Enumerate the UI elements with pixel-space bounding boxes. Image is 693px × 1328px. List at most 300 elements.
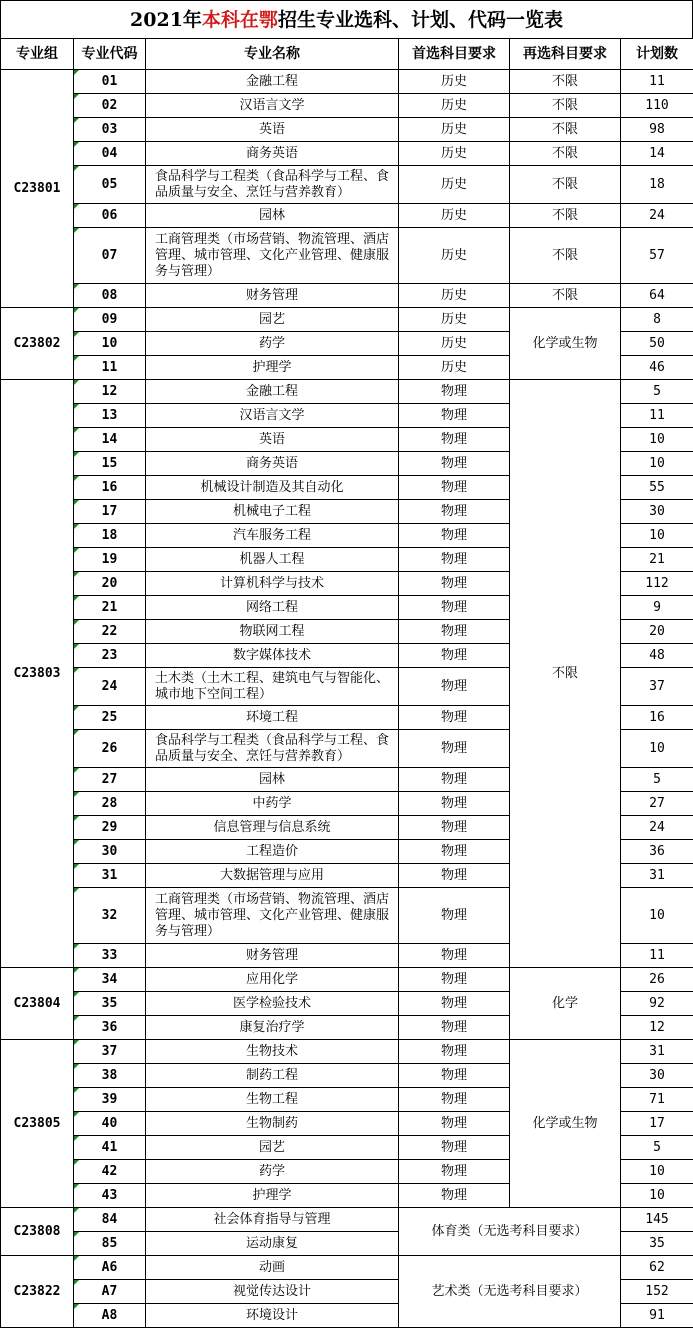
green-corner-marker-icon (74, 644, 79, 649)
major-name-cell (146, 1112, 399, 1136)
green-corner-marker-icon (74, 792, 79, 797)
major-name: 制药工程 (246, 1068, 298, 1083)
major-code-cell (74, 992, 146, 1016)
major-code-cell (74, 864, 146, 888)
plan-count-cell: 12 (621, 1016, 693, 1040)
first-subject-cell: 物理 (399, 476, 510, 500)
major-code-cell (74, 1256, 146, 1280)
plan-count-cell: 24 (621, 816, 693, 840)
group-code-cell: C23804 (1, 968, 74, 1040)
first-subject-cell: 历史 (399, 166, 510, 204)
first-subject-cell: 物理 (399, 768, 510, 792)
plan-count-cell: 18 (621, 166, 693, 204)
major-name-cell (146, 1280, 399, 1304)
reselect-subject-cell: 不限 (510, 142, 621, 166)
plan-count-cell: 14 (621, 142, 693, 166)
first-subject-cell: 物理 (399, 548, 510, 572)
major-name: 环境工程 (246, 710, 298, 725)
major-code-cell (74, 308, 146, 332)
major-code-cell (74, 1064, 146, 1088)
major-code: A7 (102, 1284, 118, 1299)
major-name: 园林 (259, 208, 285, 223)
major-code: 09 (102, 312, 118, 327)
major-name-cell (146, 1208, 399, 1232)
plan-count-cell: 48 (621, 644, 693, 668)
first-subject-cell: 物理 (399, 992, 510, 1016)
major-name-cell (146, 620, 399, 644)
major-code-cell (74, 1304, 146, 1328)
major-code: 20 (102, 576, 118, 591)
major-name: 工商管理类（市场营销、物流管理、酒店管理、城市管理、文化产业管理、健康服务与管理） (155, 892, 389, 940)
major-code: 31 (102, 868, 118, 883)
green-corner-marker-icon (74, 572, 79, 577)
major-code-cell (74, 1112, 146, 1136)
first-subject-cell: 历史 (399, 284, 510, 308)
major-name-cell (146, 1160, 399, 1184)
plan-count-cell: 10 (621, 452, 693, 476)
major-code: 37 (102, 1044, 118, 1059)
plan-count-cell: 71 (621, 1088, 693, 1112)
green-corner-marker-icon (74, 118, 79, 123)
plan-count-cell: 57 (621, 228, 693, 284)
major-code: 84 (102, 1212, 118, 1227)
reselect-subject-cell: 不限 (510, 284, 621, 308)
major-name-cell (146, 228, 399, 284)
plan-count-cell: 10 (621, 730, 693, 768)
plan-count-cell: 30 (621, 500, 693, 524)
major-name: 财务管理 (246, 948, 298, 963)
plan-count-cell: 20 (621, 620, 693, 644)
plan-count-cell: 11 (621, 70, 693, 94)
major-name: 英语 (259, 432, 285, 447)
major-code-cell (74, 620, 146, 644)
major-code-cell (74, 944, 146, 968)
major-code-cell (74, 1232, 146, 1256)
title-suffix: 招生专业选科、计划、代码一览表 (278, 9, 563, 31)
first-subject-cell: 历史 (399, 70, 510, 94)
major-name-cell (146, 1064, 399, 1088)
major-name-cell (146, 356, 399, 380)
first-subject-cell: 物理 (399, 644, 510, 668)
plan-count-cell: 10 (621, 524, 693, 548)
major-name-cell (146, 644, 399, 668)
major-name-cell (146, 572, 399, 596)
table-row (1, 380, 693, 404)
first-subject-cell: 物理 (399, 380, 510, 404)
green-corner-marker-icon (74, 1280, 79, 1285)
plan-count-cell: 31 (621, 864, 693, 888)
major-code-cell (74, 524, 146, 548)
major-code-cell (74, 730, 146, 768)
plan-count-cell: 36 (621, 840, 693, 864)
major-code-cell (74, 706, 146, 730)
first-subject-cell: 历史 (399, 204, 510, 228)
major-name-cell (146, 404, 399, 428)
plan-count-cell: 10 (621, 1184, 693, 1208)
major-code: 02 (102, 98, 118, 113)
major-name-cell (146, 142, 399, 166)
table-row (1, 228, 693, 284)
green-corner-marker-icon (74, 452, 79, 457)
major-name: 汉语言文学 (239, 408, 304, 423)
major-name: 网络工程 (246, 600, 298, 615)
green-corner-marker-icon (74, 596, 79, 601)
green-corner-marker-icon (74, 356, 79, 361)
reselect-subject-cell: 不限 (510, 228, 621, 284)
major-code-cell (74, 840, 146, 864)
green-corner-marker-icon (74, 668, 79, 673)
major-code-cell (74, 166, 146, 204)
green-corner-marker-icon (74, 1064, 79, 1069)
first-subject-cell: 物理 (399, 428, 510, 452)
plan-count-cell: 10 (621, 888, 693, 944)
major-name-cell (146, 768, 399, 792)
major-name: 大数据管理与应用 (220, 868, 324, 883)
major-name-cell (146, 332, 399, 356)
header-code: 专业代码 (74, 39, 146, 70)
major-name: 机械电子工程 (233, 504, 311, 519)
major-name: 汽车服务工程 (233, 528, 311, 543)
group-code-cell: C23808 (1, 1208, 74, 1256)
major-code-cell (74, 476, 146, 500)
plan-count-cell: 62 (621, 1256, 693, 1280)
major-name: 中药学 (252, 796, 291, 811)
major-code-cell (74, 1184, 146, 1208)
plan-count-cell: 21 (621, 548, 693, 572)
reselect-subject-cell: 不限 (510, 204, 621, 228)
major-name-cell (146, 1040, 399, 1064)
major-name: 财务管理 (246, 288, 298, 303)
plan-count-cell: 9 (621, 596, 693, 620)
plan-count-cell: 64 (621, 284, 693, 308)
major-code: 06 (102, 208, 118, 223)
merged-requirement-cell: 艺术类（无选考科目要求） (399, 1256, 621, 1328)
header-major-name: 专业名称 (146, 39, 399, 70)
major-name: 计算机科学与技术 (220, 576, 324, 591)
table-body (1, 70, 693, 1328)
green-corner-marker-icon (74, 284, 79, 289)
major-name-cell (146, 452, 399, 476)
table-row (1, 94, 693, 118)
major-code: 28 (102, 796, 118, 811)
green-corner-marker-icon (74, 548, 79, 553)
major-name-cell (146, 968, 399, 992)
major-name: 机器人工程 (239, 552, 304, 567)
major-code: 26 (102, 741, 118, 756)
major-code-cell (74, 204, 146, 228)
major-code: 85 (102, 1236, 118, 1251)
green-corner-marker-icon (74, 816, 79, 821)
group-code-cell: C23803 (1, 380, 74, 968)
plan-count-cell: 8 (621, 308, 693, 332)
major-name-cell (146, 500, 399, 524)
major-name: 金融工程 (246, 74, 298, 89)
group-code-cell: C23805 (1, 1040, 74, 1208)
green-corner-marker-icon (74, 944, 79, 949)
table-row (1, 118, 693, 142)
green-corner-marker-icon (74, 1256, 79, 1261)
major-code: 24 (102, 679, 118, 694)
major-code-cell (74, 768, 146, 792)
major-name-cell (146, 596, 399, 620)
major-code: 15 (102, 456, 118, 471)
table-row (1, 968, 693, 992)
major-name: 生物制药 (246, 1116, 298, 1131)
first-subject-cell: 物理 (399, 620, 510, 644)
green-corner-marker-icon (74, 428, 79, 433)
title-prefix: 2021年 (130, 9, 202, 31)
green-corner-marker-icon (74, 1208, 79, 1213)
major-code-cell (74, 888, 146, 944)
plan-count-cell: 35 (621, 1232, 693, 1256)
green-corner-marker-icon (74, 1040, 79, 1045)
major-code-cell (74, 142, 146, 166)
major-code-cell (74, 644, 146, 668)
major-code-cell (74, 70, 146, 94)
header-first-subject: 首选科目要求 (399, 39, 510, 70)
major-code: 16 (102, 480, 118, 495)
group-code-cell: C23801 (1, 70, 74, 308)
green-corner-marker-icon (74, 992, 79, 997)
major-name: 医学检验技术 (233, 996, 311, 1011)
major-name: 物联网工程 (239, 624, 304, 639)
major-code-cell (74, 668, 146, 706)
first-subject-cell: 物理 (399, 864, 510, 888)
major-name: 商务英语 (246, 456, 298, 471)
major-name-cell (146, 706, 399, 730)
major-code: 42 (102, 1164, 118, 1179)
group-code-cell: C23822 (1, 1256, 74, 1328)
major-name-cell (146, 840, 399, 864)
plan-count-cell: 16 (621, 706, 693, 730)
reselect-subject-cell: 不限 (510, 166, 621, 204)
major-code: 40 (102, 1116, 118, 1131)
first-subject-cell: 物理 (399, 730, 510, 768)
first-subject-cell: 物理 (399, 1088, 510, 1112)
major-code: 10 (102, 336, 118, 351)
major-name: 商务英语 (246, 146, 298, 161)
major-name: 社会体育指导与管理 (213, 1212, 330, 1227)
major-name: 金融工程 (246, 384, 298, 399)
reselect-subject-cell: 不限 (510, 70, 621, 94)
reselect-subject-cell: 化学 (510, 968, 621, 1040)
major-name: 护理学 (252, 1188, 291, 1203)
first-subject-cell: 历史 (399, 94, 510, 118)
major-code-cell (74, 380, 146, 404)
first-subject-cell: 物理 (399, 1040, 510, 1064)
green-corner-marker-icon (74, 70, 79, 75)
group-code-cell: C23802 (1, 308, 74, 380)
major-name-cell (146, 1232, 399, 1256)
major-code-cell (74, 968, 146, 992)
major-code: 22 (102, 624, 118, 639)
header-plan: 计划数 (621, 39, 693, 70)
reselect-subject-cell: 化学或生物 (510, 308, 621, 380)
major-name-cell (146, 1304, 399, 1328)
major-name: 康复治疗学 (239, 1020, 304, 1035)
major-name: 环境设计 (246, 1308, 298, 1323)
major-name-cell (146, 668, 399, 706)
major-code: 36 (102, 1020, 118, 1035)
green-corner-marker-icon (74, 500, 79, 505)
major-name-cell (146, 1088, 399, 1112)
plan-count-cell: 110 (621, 94, 693, 118)
plan-count-cell: 31 (621, 1040, 693, 1064)
major-code: 34 (102, 972, 118, 987)
major-code-cell (74, 816, 146, 840)
major-name-cell (146, 992, 399, 1016)
major-code: 27 (102, 772, 118, 787)
major-name-cell (146, 524, 399, 548)
reselect-subject-cell: 不限 (510, 118, 621, 142)
plan-count-cell: 10 (621, 1160, 693, 1184)
major-name-cell (146, 204, 399, 228)
reselect-subject-cell: 不限 (510, 94, 621, 118)
major-name-cell (146, 118, 399, 142)
plan-count-cell: 112 (621, 572, 693, 596)
green-corner-marker-icon (74, 888, 79, 893)
plan-count-cell: 152 (621, 1280, 693, 1304)
first-subject-cell: 历史 (399, 118, 510, 142)
major-code-cell (74, 1136, 146, 1160)
first-subject-cell: 物理 (399, 404, 510, 428)
major-code-cell (74, 94, 146, 118)
first-subject-cell: 物理 (399, 1016, 510, 1040)
major-name: 护理学 (252, 360, 291, 375)
plan-count-cell: 26 (621, 968, 693, 992)
major-name: 园艺 (259, 312, 285, 327)
major-code: 07 (102, 248, 118, 263)
major-code-cell (74, 118, 146, 142)
table-row (1, 1208, 693, 1232)
merged-requirement-cell: 体育类（无选考科目要求） (399, 1208, 621, 1256)
major-name-cell (146, 380, 399, 404)
table-row (1, 142, 693, 166)
first-subject-cell: 物理 (399, 1160, 510, 1184)
major-name: 汉语言文学 (239, 98, 304, 113)
first-subject-cell: 历史 (399, 308, 510, 332)
major-name-cell (146, 888, 399, 944)
plan-count-cell: 11 (621, 944, 693, 968)
first-subject-cell: 物理 (399, 596, 510, 620)
plan-count-cell: 46 (621, 356, 693, 380)
title-highlight: 本科在鄂 (202, 9, 278, 31)
green-corner-marker-icon (74, 1136, 79, 1141)
first-subject-cell: 物理 (399, 816, 510, 840)
first-subject-cell: 物理 (399, 524, 510, 548)
table-row (1, 1040, 693, 1064)
major-name: 药学 (259, 336, 285, 351)
major-name-cell (146, 944, 399, 968)
major-code-cell (74, 1208, 146, 1232)
major-name: 食品科学与工程类（食品科学与工程、食品质量与安全、烹饪与营养教育） (155, 169, 389, 201)
major-name: 药学 (259, 1164, 285, 1179)
major-code: 21 (102, 600, 118, 615)
plan-count-cell: 92 (621, 992, 693, 1016)
enrollment-table (0, 38, 693, 1328)
major-name-cell (146, 70, 399, 94)
major-name-cell (146, 166, 399, 204)
major-code: 01 (102, 74, 118, 89)
major-name: 园林 (259, 772, 285, 787)
green-corner-marker-icon (74, 524, 79, 529)
first-subject-cell: 物理 (399, 572, 510, 596)
major-name: 数字媒体技术 (233, 648, 311, 663)
major-code: 33 (102, 948, 118, 963)
major-code: 05 (102, 177, 118, 192)
plan-count-cell: 5 (621, 380, 693, 404)
major-code: 29 (102, 820, 118, 835)
major-code-cell (74, 452, 146, 476)
major-code-cell (74, 428, 146, 452)
major-code: 11 (102, 360, 118, 375)
first-subject-cell: 物理 (399, 668, 510, 706)
major-name-cell (146, 792, 399, 816)
green-corner-marker-icon (74, 166, 79, 171)
first-subject-cell: 物理 (399, 888, 510, 944)
major-name: 运动康复 (246, 1236, 298, 1251)
first-subject-cell: 物理 (399, 500, 510, 524)
major-code: 32 (102, 908, 118, 923)
plan-count-cell: 24 (621, 204, 693, 228)
major-name-cell (146, 1016, 399, 1040)
green-corner-marker-icon (74, 840, 79, 845)
major-code: 04 (102, 146, 118, 161)
major-code: 08 (102, 288, 118, 303)
major-name: 食品科学与工程类（食品科学与工程、食品质量与安全、烹饪与营养教育） (155, 733, 389, 765)
green-corner-marker-icon (74, 94, 79, 99)
major-name-cell (146, 864, 399, 888)
green-corner-marker-icon (74, 768, 79, 773)
table-row (1, 284, 693, 308)
major-name: 工程造价 (246, 844, 298, 859)
major-code: 03 (102, 122, 118, 137)
major-code-cell (74, 1016, 146, 1040)
first-subject-cell: 物理 (399, 944, 510, 968)
major-code-cell (74, 1088, 146, 1112)
green-corner-marker-icon (74, 308, 79, 313)
first-subject-cell: 物理 (399, 1136, 510, 1160)
major-code: 14 (102, 432, 118, 447)
first-subject-cell: 物理 (399, 706, 510, 730)
major-name-cell (146, 1136, 399, 1160)
plan-count-cell: 37 (621, 668, 693, 706)
major-code-cell (74, 1280, 146, 1304)
major-name-cell (146, 816, 399, 840)
major-code: 18 (102, 528, 118, 543)
green-corner-marker-icon (74, 1016, 79, 1021)
major-name-cell (146, 428, 399, 452)
green-corner-marker-icon (74, 404, 79, 409)
page-title (0, 0, 693, 38)
green-corner-marker-icon (74, 1112, 79, 1117)
first-subject-cell: 物理 (399, 1112, 510, 1136)
first-subject-cell: 物理 (399, 968, 510, 992)
first-subject-cell: 物理 (399, 452, 510, 476)
major-code-cell (74, 596, 146, 620)
major-code: 13 (102, 408, 118, 423)
table-row (1, 204, 693, 228)
first-subject-cell: 物理 (399, 1064, 510, 1088)
major-code: A6 (102, 1260, 118, 1275)
major-code-cell (74, 332, 146, 356)
plan-count-cell: 11 (621, 404, 693, 428)
table-row (1, 308, 693, 332)
reselect-subject-cell: 化学或生物 (510, 1040, 621, 1208)
major-name-cell (146, 1184, 399, 1208)
plan-count-cell: 91 (621, 1304, 693, 1328)
major-code-cell (74, 500, 146, 524)
